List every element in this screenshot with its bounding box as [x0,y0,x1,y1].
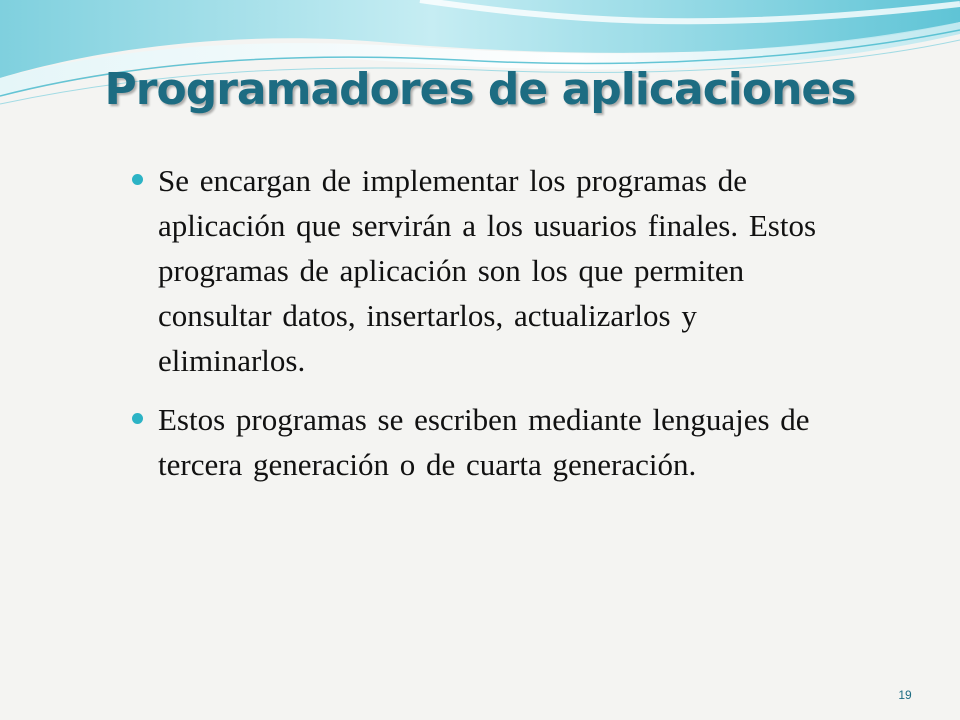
bullet-dot-icon [132,413,143,424]
bullet-text: Estos programas se escriben mediante lenguajes de tercera generación o de cuarta generación. [158,402,810,482]
bullet-text: Se encargan de implementar los programas de aplicación que servirán a los usuarios finales. Estos programas de aplicación son los que permiten consultar datos, insertarlos, actualizarlos y eliminarlos. [158,163,817,378]
page-number: 19 [898,688,912,702]
bullet-item [130,158,830,383]
bullet-dot-icon [132,174,143,185]
bullet-list [130,158,830,501]
bullet-item [130,397,830,487]
slide-title: Programadores de aplicaciones [104,64,856,115]
